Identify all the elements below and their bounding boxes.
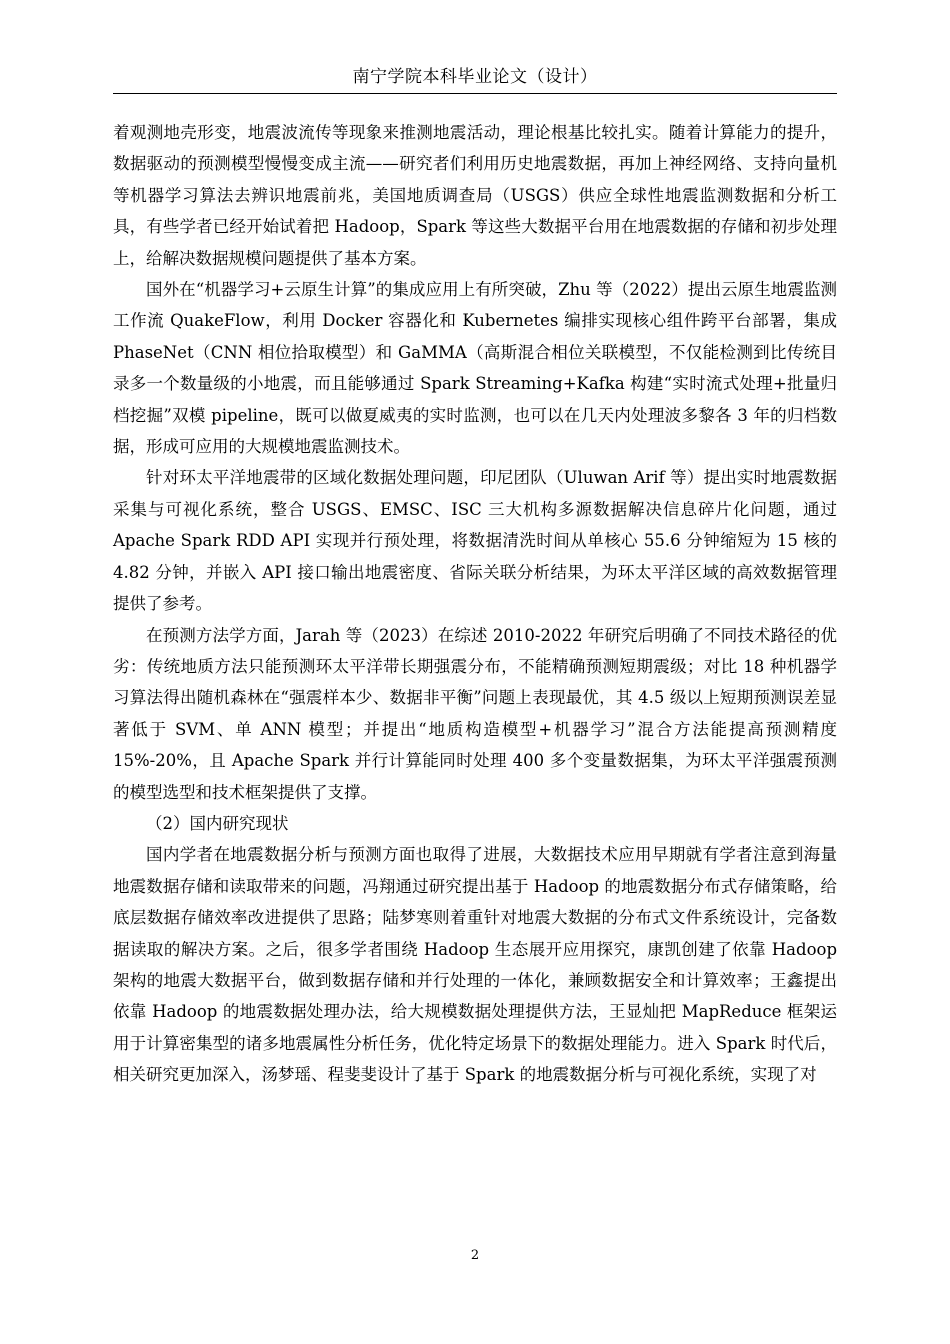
paragraph-domestic-research: 国内学者在地震数据分析与预测方面也取得了进展，大数据技术应用早期就有学者注意到海量地震数据存储和读取带来的问题，冯翔通过研究提出基于 Hadoop 的地震数据分布式存储策略，给底层数据存储效率改进提供了思路；陆梦寒则着重针对地震大数据的分布式文件系统设计，完备数据读取的解决方案。之后，很多学者围绕 Hadoop 生态展开应用探究，康凯创建了依靠 Hadoop 架构的地震大数据平台，做到数据存储和并行处理的一体化，兼顾数据安全和计算效率；王鑫提出依靠 Hadoop 的地震数据处理办法，给大规模数据处理提供方法，王显灿把 MapReduce 框架运用于计算密集型的诸多地震属性分析任务，优化特定场景下的数据处理能力。进入 Spark 时代后，相关研究更加深入，汤梦瑶、程斐斐设计了基于 Spark 的地震数据分析与可视化系统，实现了对 (113, 845, 837, 1085)
header-rule (113, 93, 837, 94)
running-header: 南宁学院本科毕业论文（设计） (352, 67, 598, 87)
paragraph-pacific-system: 针对环太平洋地震带的区域化数据处理问题，印尼团队（Uluwan Arif 等）提出实时地震数据采集与可视化系统，整合 USGS、EMSC、ISC 三大机构多源数据解决信息碎片化问题，通过 Apache Spark RDD API 实现并行预处理，将数据清洗时间从单核心 55.6 分钟缩短为 15 核的 4.82 分钟，并嵌入 API 接口输出地震密度、省际关联分析结果，为环太平洋区域的高效数据管理提供了参考。 (113, 468, 837, 614)
section-subheading: （2）国内研究现状 (146, 813, 289, 833)
paragraph-prediction-methods: 在预测方法学方面，Jarah 等（2023）在综述 2010-2022 年研究后明确了不同技术路径的优劣：传统地质方法只能预测环太平洋带长期强震分布，不能精确预测短期震级；对比 18 种机器学习算法得出随机森林在“强震样本少、数据非平衡”问题上表现最优，其 4.5 级以上短期预测误差显著低于 SVM、单 ANN 模型；并提出“地质构造模型+机器学习”混合方法能提高预测精度 15%-20%，且 Apache Spark 并行计算能同时处理 400 多个变量数据集，为环太平洋强震预测的模型选型和技术框架提供了支撑。 (113, 625, 837, 802)
page-number: 2 (470, 1248, 480, 1263)
paragraph-continued: 着观测地壳形变，地震波流传等现象来推测地震活动，理论根基比较扎实。随着计算能力的提升，数据驱动的预测模型慢慢变成主流——研究者们利用历史地震数据，再加上神经网络、支持向量机等机器学习算法去辨识地震前兆，美国地质调查局（USGS）供应全球性地震监测数据和分析工具，有些学者已经开始试着把 Hadoop，Spark 等这些大数据平台用在地震数据的存储和初步处理上，给解决数据规模问题提供了基本方案。 (113, 123, 837, 268)
body-text (113, 117, 837, 1091)
paragraph-quakeflow: 国外在“机器学习+云原生计算”的集成应用上有所突破，Zhu 等（2022）提出云原生地震监测工作流 QuakeFlow，利用 Docker 容器化和 Kubernetes 编排实现核心组件跨平台部署，集成 PhaseNet（CNN 相位拾取模型）和 GaMMA（高斯混合相位关联模型，不仅能检测到比传统目录多一个数量级的小地震，而且能够通过 Spark Streaming+Kafka 构建“实时流式处理+批量归档挖掘”双模 pipeline，既可以做夏威夷的实时监测，也可以在几天内处理波多黎各 3 年的归档数据，形成可应用的大规模地震监测技术。 (113, 280, 837, 457)
